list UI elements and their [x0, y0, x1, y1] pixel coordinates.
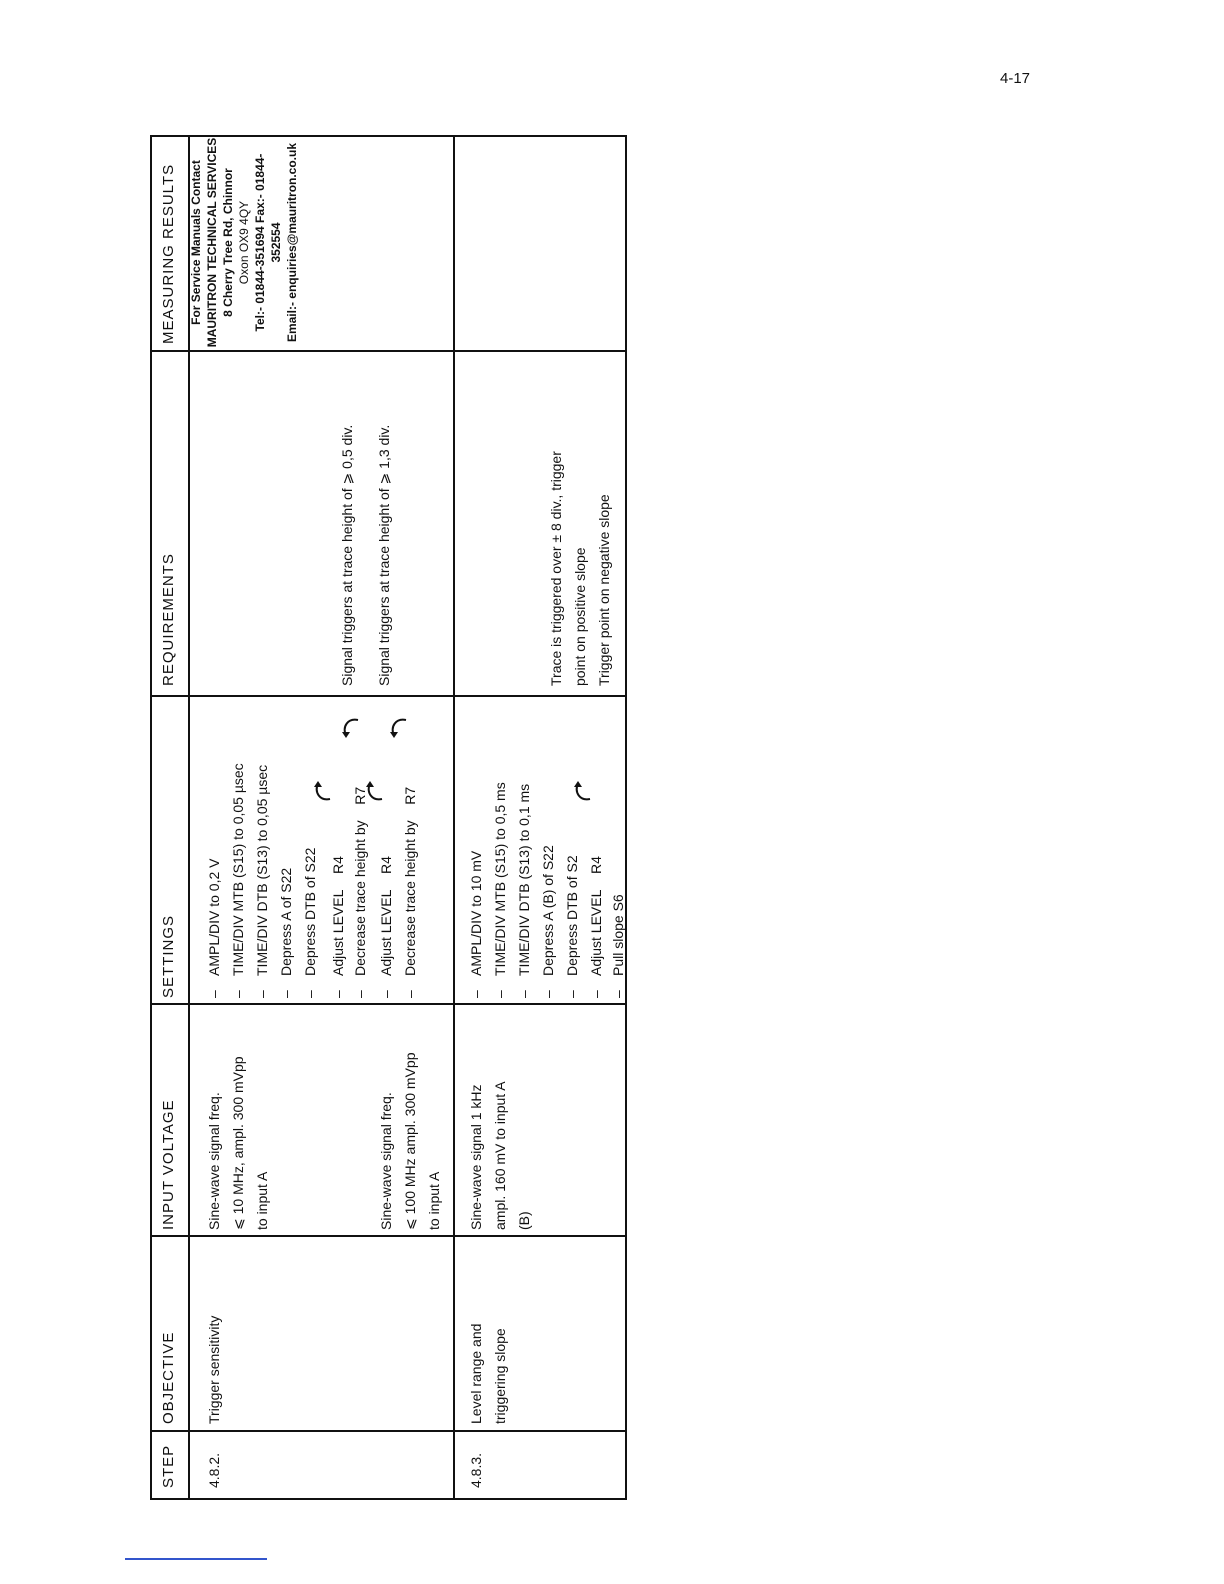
- col-divider: [150, 1430, 627, 1432]
- settings-line: –TIME/DIV DTB (S13) to 0,1 ms: [516, 783, 532, 998]
- contact-line: For Service Manuals Contact: [189, 160, 203, 325]
- objective-text: Level range and: [468, 1323, 484, 1424]
- r4-label: R4: [588, 856, 604, 875]
- settings-line: –Adjust LEVEL R4: [588, 856, 604, 998]
- input-line: ⩽ 10 MHz, ampl. 300 mVpp: [230, 1056, 246, 1230]
- rotate-counterclockwise-icon: [338, 716, 362, 740]
- input-line: Sine-wave signal freq.: [206, 1092, 222, 1230]
- input-line: to input A: [426, 1171, 442, 1230]
- input-line: Sine-wave signal freq.: [378, 1092, 394, 1230]
- rotate-clockwise-icon: [310, 779, 334, 803]
- settings-line: –Decrease trace height by R7: [402, 786, 418, 998]
- header-settings: SETTINGS: [160, 914, 177, 998]
- footer-rule: [125, 1558, 267, 1560]
- col-divider: [150, 350, 627, 352]
- settings-line: –Depress A of S22: [278, 867, 294, 998]
- contact-line: MAURITRON TECHNICAL SERVICES: [205, 137, 219, 348]
- settings-line: –Depress DTB of S22: [302, 847, 318, 998]
- contact-line: 8 Cherry Tree Rd, Chinnor: [221, 168, 235, 317]
- requirement-line: Trace is triggered over ± 8 div., trigger: [548, 451, 564, 686]
- rotate-clockwise-icon: [362, 779, 386, 803]
- requirement-line: point on positive slope: [572, 547, 588, 686]
- settings-line: –Adjust LEVEL R4: [378, 856, 394, 998]
- r4-label: R4: [330, 856, 346, 875]
- col-divider: [150, 1235, 627, 1237]
- objective-text: triggering slope: [492, 1328, 508, 1424]
- step-number: 4.8.2.: [206, 1452, 222, 1488]
- settings-line: –AMPL/DIV to 0,2 V: [206, 858, 222, 998]
- header-measuring-results: MEASURING RESULTS: [160, 163, 177, 344]
- requirement-line: Signal triggers at trace height of ⩾ 0,5 div.: [339, 424, 355, 686]
- input-line: ampl. 160 mV to input A: [492, 1081, 508, 1230]
- settings-line: –Depress A (B) of S22: [540, 845, 556, 998]
- header-input-voltage: INPUT VOLTAGE: [160, 1099, 177, 1230]
- settings-line: –TIME/DIV MTB (S15) to 0,5 ms: [492, 782, 508, 998]
- settings-line: –TIME/DIV MTB (S15) to 0,05 µsec: [230, 763, 246, 998]
- rotate-counterclockwise-icon: [386, 716, 410, 740]
- requirement-line: Trigger point on negative slope: [596, 494, 612, 686]
- input-line: (B): [516, 1211, 532, 1230]
- col-divider: [150, 695, 627, 697]
- requirement-line: Signal triggers at trace height of ⩾ 1,3 div.: [376, 424, 392, 686]
- header-requirements: REQUIREMENTS: [160, 553, 177, 686]
- step-number: 4.8.3.: [468, 1452, 484, 1488]
- header-step: STEP: [160, 1444, 177, 1488]
- settings-line: –Adjust LEVEL R4: [330, 856, 346, 998]
- settings-line: –Decrease trace height by R7: [352, 786, 368, 998]
- input-line: to input A: [254, 1171, 270, 1230]
- settings-line: –AMPL/DIV to 10 mV: [468, 850, 484, 998]
- header-objective: OBJECTIVE: [160, 1331, 177, 1424]
- contact-line: Email:- enquiries@mauritron.co.uk: [285, 142, 299, 343]
- input-line: ⩽ 100 MHz ampl. 300 mVpp: [402, 1052, 418, 1230]
- contact-line: Tel:- 01844-351694 Fax:- 01844-352554: [253, 153, 283, 332]
- objective-text: Trigger sensitivity: [206, 1315, 222, 1424]
- contact-line: Oxon OX9 4QY: [237, 200, 251, 285]
- r7-label: R7: [402, 786, 418, 805]
- contact-stamp: [188, 135, 300, 350]
- settings-line: –Depress DTB of S2: [564, 855, 580, 998]
- input-line: Sine-wave signal 1 kHz: [468, 1084, 484, 1230]
- row-divider: [453, 135, 455, 1500]
- page-number: 4-17: [1000, 70, 1031, 87]
- r7-label: R7: [352, 786, 368, 805]
- r4-label: R4: [378, 856, 394, 875]
- test-procedure-table: [150, 135, 627, 1500]
- settings-line: –Pull slope S6: [610, 894, 626, 998]
- col-divider: [150, 1003, 627, 1005]
- settings-line: –TIME/DIV DTB (S13) to 0,05 µsec: [254, 764, 270, 998]
- rotate-clockwise-icon: [570, 779, 594, 803]
